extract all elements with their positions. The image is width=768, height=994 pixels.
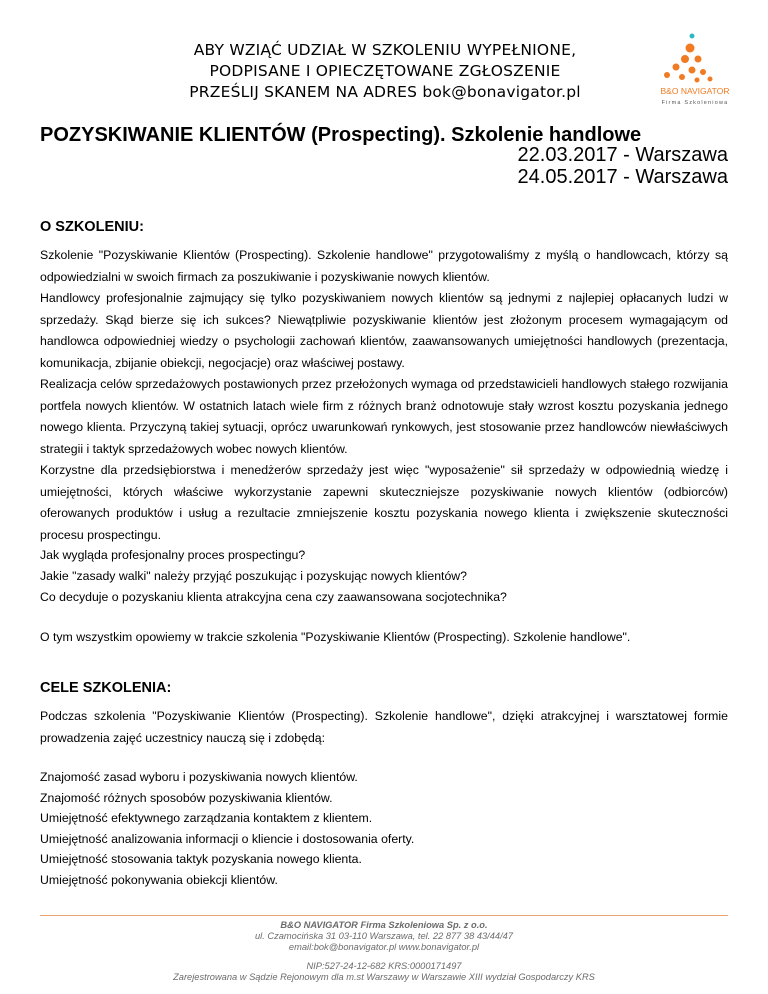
logo-dots-icon — [640, 28, 750, 108]
about-paragraph: Realizacja celów sprzedażowych postawionych przez przełożonych wymaga od przedstawicieli handlowych stałego rozwijania portfela nowych klientów. W ostatnich latach wiele firm z różnych branż odnotowuje stały wzrost kosztu pozyskania jednego nowego klienta. Przyczyną takiej sytuacji, oprócz uwarunkowań rynkowych, jest stosowanie przez handlowców niewłaściwych strategii i taktyk sprzedażowych wobec nowych klientów. — [40, 377, 728, 456]
footer-registry — [0, 961, 768, 983]
logo-subtitle: Firma Szkoleniowa — [661, 100, 729, 106]
footer-contact: email:bok@bonavigator.pl www.bonavigator.pl — [288, 942, 480, 952]
list-item: Umiejętność stosowania taktyk pozyskania nowego klienta. — [40, 852, 362, 866]
footer-street: ul. Czamocińska 31 03-110 Warszawa, tel. 22 877 38 43/44/47 — [254, 931, 514, 941]
list-item: Umiejętność pokonywania obiekcji klientów. — [40, 872, 278, 887]
question-3: Co decyduje o pozyskaniu klienta atrakcyjna cena czy zaawansowana socjotechnika? — [40, 590, 507, 604]
date-2: 24.05.2017 - Warszawa — [517, 166, 728, 188]
about-paragraph: Korzystne dla przedsiębiorstwa i menedżerów sprzedaży jest więc "wyposażenie" sił sprzedaży w odpowiednią wiedzę i umiejętności, których właściwe wykorzystanie zapewni skuteczniejsze pozyskiwanie nowych klientów (odbiorców) oferowanych produktów i usług a rezultacie zmniejszenie kosztu pozyskania nowego klienta i zwiększenie skuteczności procesu prospectingu. — [40, 463, 728, 542]
footer-court: Zarejestrowana w Sądzie Rejonowym dla m.st Warszawy w Warszawie XIII wydział Gospodarczy KRS — [173, 972, 595, 982]
goals-heading: CELE SZKOLENIA: — [40, 680, 172, 696]
question-2: Jakie "zasady walki" należy przyjąć poszukując i pozyskując nowych klientów? — [40, 569, 468, 583]
footer-company: B&O NAVIGATOR Firma Szkoleniowa Sp. z o.o. — [280, 920, 488, 930]
about-heading: O SZKOLENIU: — [40, 219, 144, 235]
training-dates — [518, 144, 728, 188]
about-closing: O tym wszystkim opowiemy w trakcie szkolenia "Pozyskiwanie Klientów (Prospecting). Szkolenie handlowe". — [40, 630, 631, 644]
list-item: Znajomość zasad wyboru i pozyskiwania nowych klientów. — [40, 770, 358, 784]
footer-address — [0, 920, 768, 953]
footer-ids: NIP:527-24-12-682 KRS:0000171497 — [306, 961, 462, 971]
company-logo — [640, 28, 750, 108]
logo-name: B&O NAVIGATOR — [660, 86, 730, 96]
footer-divider — [40, 915, 728, 916]
list-item: Umiejętność analizowania informacji o kliencie i dostosowania oferty. — [40, 831, 415, 846]
notice-line-3: PRZEŚLIJ SKANEM NA ADRES bok@bonavigator.pl — [189, 83, 581, 101]
about-body — [40, 245, 728, 546]
notice-line-2: PODPISANE I OPIECZĘTOWANE ZGŁOSZENIE — [209, 62, 561, 80]
submission-notice — [150, 40, 620, 103]
question-1: Jak wygląda profesjonalny proces prospectingu? — [40, 548, 306, 562]
page-title: POZYSKIWANIE KLIENTÓW (Prospecting). Szkolenie handlowe — [40, 124, 642, 146]
goals-list — [40, 767, 414, 890]
about-paragraph: Handlowcy profesjonalnie zajmujący się tylko pozyskiwaniem nowych klientów są jednymi z najlepiej opłacanych ludzi w sprzedaży. Skąd bierze się ich sukces? Niewątpliwie pozyskiwanie klientów jest złożonym procesem wymagającym od handlowca odpowiedniej wiedzy o psychologii zachowań klientów, zaawansowanych umiejętności handlowych (prezentacja, komunikacja, zbijanie obiekcji, negocjacje) oraz właściwej postawy. — [40, 291, 728, 370]
list-item: Umiejętność efektywnego zarządzania kontaktem z klientem. — [40, 811, 373, 825]
list-item: Znajomość różnych sposobów pozyskiwania klientów. — [40, 790, 333, 805]
goals-intro: Podczas szkolenia "Pozyskiwanie Klientów (Prospecting). Szkolenie handlowe", dzięki atrakcyjnej i warsztatowej formie prowadzenia zajęć uczestnicy nauczą się i zdobędą: — [40, 709, 728, 745]
date-1: 22.03.2017 - Warszawa — [517, 144, 728, 166]
about-paragraph: Szkolenie "Pozyskiwanie Klientów (Prospecting). Szkolenie handlowe" przygotowaliśmy z myślą o handlowcach, którzy są odpowiedzialni w swoich firmach za poszukiwanie i pozyskiwanie nowych klientów. — [40, 248, 728, 284]
notice-line-1: ABY WZIĄĆ UDZIAŁ W SZKOLENIU WYPEŁNIONE, — [193, 41, 577, 59]
